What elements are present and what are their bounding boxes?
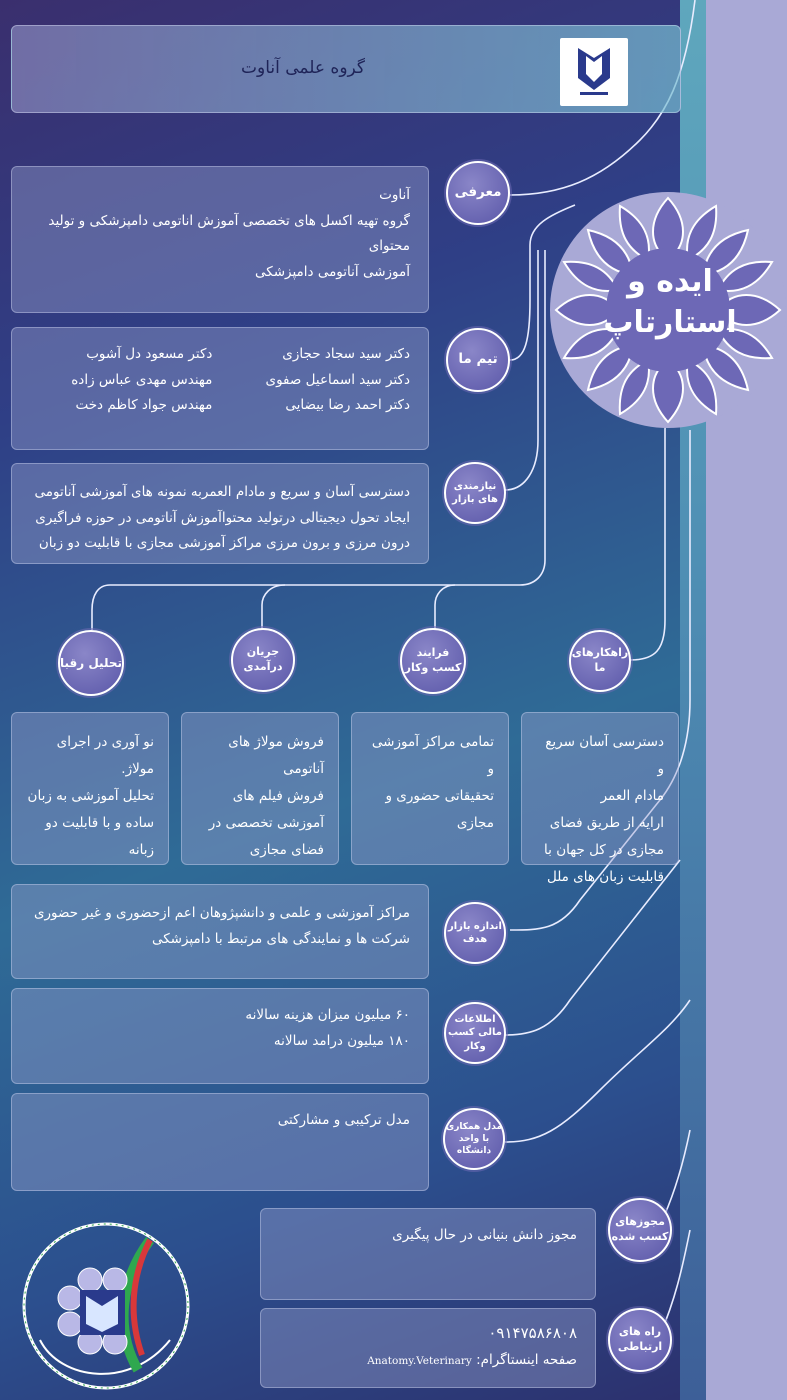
target-market-panel (11, 884, 429, 979)
revenue-line: فضای مجازی (249, 842, 324, 858)
business-process-panel (351, 712, 509, 865)
intro-line: آموزشی آناتومی دامپزشکی (255, 263, 410, 280)
university-logo-icon (560, 38, 628, 106)
solutions-panel (521, 712, 679, 885)
team-member: دکتر سید سجاد حجازی (282, 346, 410, 362)
university-logo (560, 38, 628, 106)
market-needs-panel (11, 463, 429, 564)
team-panel (11, 327, 429, 450)
solutions-badge: راهکارهای ما (569, 630, 631, 692)
team-member: مهندس مهدی عباس زاده (71, 371, 213, 388)
competitors-badge: تحلیل رقبا (58, 630, 124, 696)
target-market-badge: اندازه بازار هدف (444, 902, 506, 964)
market-needs-line: درون مرزی و برون مرزی مراکز آموزشی مجازی با قابلیت دو زبان (38, 535, 410, 552)
team-member: مهندس جواد کاظم دخت (75, 397, 213, 414)
revenue-badge: جریان درآمدی (231, 628, 295, 692)
instagram-handle[interactable]: Anatomy.Veterinary (367, 1354, 472, 1367)
team-column-left (30, 342, 212, 419)
contact-panel (260, 1308, 596, 1388)
target-market-line: شرکت ها و نمایندگی های مرتبط با دامپزشکی (151, 930, 410, 947)
target-market-line: مراکز آموزشی و علمی و دانشپژوهان اعم ازحضوری و غیر حضوری (33, 905, 410, 921)
intro-badge: معرفی (446, 161, 510, 225)
idea-startup-title (585, 262, 755, 343)
market-needs-badge: نیازمندی های بازار (444, 462, 506, 524)
competitors-line: نو آوری در اجرای مولاژ. (56, 734, 154, 777)
idea-line: ایده و (627, 264, 713, 299)
competitors-panel (11, 712, 169, 865)
team-member: دکتر احمد رضا بیضایی (285, 397, 410, 414)
contact-badge: راه های ارتباطی (608, 1308, 672, 1372)
solutions-line: قابلیت زبان های ملل (546, 869, 664, 885)
market-needs-line: ایجاد تحول دیجیتالی درتولید محتواآموزش آناتومی در حوزه فراگیری (35, 509, 410, 526)
cooperation-line: مدل ترکیبی و مشارکتی (277, 1112, 410, 1128)
business-process-line: تمامی مراکز آموزشی و (371, 734, 494, 777)
revenue-line: آناتومی (283, 761, 324, 777)
licenses-line: مجوز دانش بنیانی در حال پیگیری (392, 1227, 577, 1243)
financial-panel (11, 988, 429, 1084)
competitors-line: ساده و با قابلیت دو زبانه (45, 815, 154, 858)
revenue-panel (181, 712, 339, 865)
phone-number[interactable]: ۰۹۱۴۷۵۸۶۸۰۸ (488, 1324, 577, 1342)
cooperation-badge: مدل همکاری با واحد دانشگاه (443, 1108, 505, 1170)
page-title: گروه علمی آناوت (240, 58, 365, 78)
market-needs-line: دسترسی آسان و سریع و مادام العمربه نمونه های آموزشی آناتومی (34, 484, 410, 500)
team-badge: تیم ما (446, 328, 510, 392)
financial-line: ۱۸۰ میلیون درامد سالانه (273, 1032, 410, 1049)
instagram-row (279, 1348, 577, 1374)
intro-line: آناوت (379, 187, 410, 203)
solutions-line: مادام العمر (600, 788, 664, 804)
business-process-badge: فرایند کسب وکار (400, 628, 466, 694)
solutions-line: دسترسی آسان سریع و (545, 734, 664, 777)
team-column-right (228, 342, 410, 419)
financial-badge: اطلاعات مالی کسب وکار (444, 1002, 506, 1064)
team-member: دکتر سید اسماعیل صفوی (265, 371, 410, 388)
financial-line: ۶۰ میلیون میزان هزینه سالانه (245, 1007, 410, 1023)
cooperation-panel (11, 1093, 429, 1191)
revenue-line: فروش فیلم های (232, 788, 324, 804)
solutions-line: ارایه از طریق فضای (549, 815, 664, 831)
business-process-line: مجازی (456, 815, 494, 831)
revenue-line: آموزشی تخصصی در (208, 815, 324, 831)
licenses-badge: مجوزهای کسب شده (608, 1198, 672, 1262)
startup-line: استارتاپ (603, 304, 737, 340)
business-process-line: تحقیقاتی حضوری و (385, 788, 494, 804)
competitors-line: تحلیل آموزشی به زبان (27, 788, 154, 804)
team-member: دکتر مسعود دل آشوب (86, 346, 213, 362)
intro-line: گروه تهیه اکسل های تخصصی آموزش اناتومی دامپزشکی و تولید محتوای (48, 212, 410, 255)
revenue-line: فروش مولاژ های (228, 734, 324, 750)
licenses-panel (260, 1208, 596, 1300)
instagram-label: صفحه اینستاگرام: (476, 1351, 577, 1368)
intro-panel (11, 166, 429, 313)
solutions-line: مجازی در کل جهان با (544, 842, 664, 858)
anniversary-emblem (20, 1220, 192, 1392)
